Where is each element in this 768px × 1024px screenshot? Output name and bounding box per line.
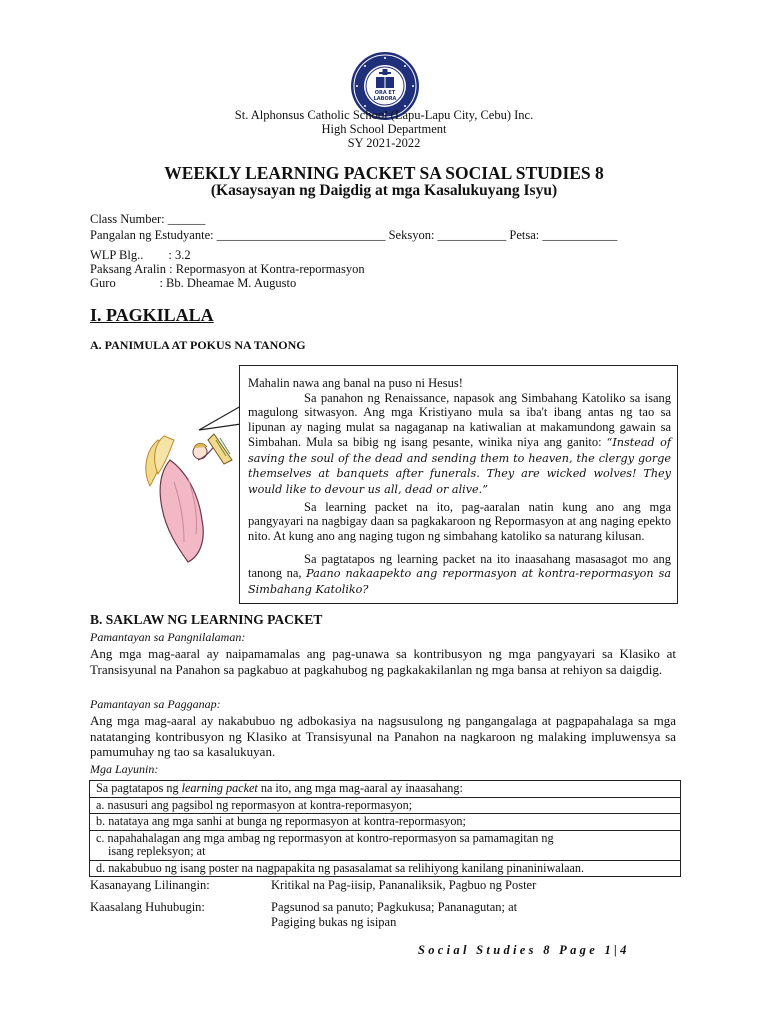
school-year: SY 2021-2022: [347, 136, 421, 150]
content-standard-label: Pamantayan sa Pangnilalaman:: [90, 630, 246, 644]
table-row: [90, 797, 681, 814]
bubble-paragraph-1: [248, 391, 671, 498]
bubble-p3-text: Sa pagtatapos ng learning packet na ito inaasahang masasagot mo ang tanong na,: [248, 551, 671, 581]
page-title: WEEKLY LEARNING PACKET SA SOCIAL STUDIES 8: [164, 163, 604, 183]
page-footer: Social Studies 8 Page 1|4: [418, 943, 630, 957]
objective-a: a. nasusuri ang pagsibol ng repormasyon at kontra-repormasyon;: [90, 797, 681, 814]
performance-standard-text: Ang mga mag-aaral ay nakabubuo ng adbokasiya na nagsusulong ng pangangalaga at pagpapahalaga sa mga natatanging kontribusyon ng Klasiko at Transisyunal na Panahon na nagkaroon ng malaking impluwensya sa pamumuhay ng tao sa kasalukuyan.: [90, 713, 676, 759]
bubble-greeting: Mahalin nawa ang banal na puso ni Hesus!: [248, 376, 463, 390]
intro-text-b: na ito, ang mga mag-aaral ay inaasahang:: [257, 781, 463, 795]
intro-text-a: Sa pagtatapos ng: [96, 781, 182, 795]
topic-line: Paksang Aralin : Repormasyon at Kontra-repormasyon: [90, 262, 365, 276]
content-standard-text: Ang mga mag-aaral ay naipamamalas ang pag-unawa sa kontribusyon ng mga pangyayari sa Klasiko at Transisyunal na Panahon sa pagkabuo at pagkahubog ng pagkakakilanlan ng mga bansa at rehiyon sa daigdig.: [90, 646, 676, 677]
angel-illustration: [140, 430, 246, 564]
peasant-quote: “Instead of saving the soul of the dead and sending them to heaven, the clergy gorge themselves at banquets after funerals. They are wicked wolves! They would like to devour us all, dead or alive.”: [248, 435, 672, 496]
school-name: St. Alphonsus Catholic School (Lapu-Lapu City, Cebu) Inc.: [234, 108, 534, 122]
bubble-p1-text: Sa panahon ng Renaissance, napasok ang Simbahang Katoliko sa isang magulong sitwasyon. Ang mga Kristiyano mula sa iba't ibang antas ng tao sa lipunan ay naging mulat sa nagaganap na katiwalian at makamundong gawain sa Simbahan. Mula sa bibig ng isang pesante, winika niya ang ganito:: [248, 390, 671, 449]
table-row: [90, 781, 681, 798]
intro-text-em: learning packet: [181, 781, 258, 795]
teacher-line: Guro : Bb. Dheamae M. Augusto: [90, 276, 297, 290]
wlp-number: WLP Blg.. : 3.2: [90, 248, 191, 262]
values-value-line-1: Pagsunod sa panuto; Pagkukusa; Pananagutan; at: [271, 900, 518, 914]
department: High School Department: [321, 122, 447, 136]
objective-b: b. natataya ang mga sanhi at bunga ng repormasyon at kontra-repormasyon;: [90, 814, 681, 831]
objective-c-text: c. napahahalagan ang mga ambag ng repormasyon at kontro-repormasyon sa pamamagitan ng isang repleksyon; at: [96, 830, 554, 858]
objectives-intro: [90, 781, 681, 798]
student-info-line: Pangalan ng Estudyante: ___________________________ Seksyon: ___________ Petsa: ____________: [90, 228, 618, 242]
performance-standard-label: Pamantayan sa Pagganap:: [90, 697, 221, 711]
values-label: Kaasalang Huhubugin:: [90, 900, 205, 914]
bubble-paragraph-2: Sa learning packet na ito, pag-aaralan natin kung ano ang mga pangyayari na nagbigay daan sa pagkakaroon ng Repormasyon at ang naging epekto nito. At kung ano ang naging tugon ng simbahang katoliko sa naturang kilusan.: [248, 499, 671, 544]
speech-bubble-tail: [195, 400, 245, 440]
focus-question: Paano nakaapekto ang repormasyon at kontra-repormasyon sa Simbahang Katoliko?: [248, 567, 671, 597]
class-number-field: Class Number: ______: [90, 212, 206, 226]
subsection-heading-panimula: A. PANIMULA AT POKUS NA TANONG: [90, 338, 306, 352]
table-row: [90, 830, 681, 860]
objectives-table: [89, 780, 681, 877]
intro-speech-bubble: [239, 365, 678, 604]
objective-d: d. nakabubuo ng isang poster na nagpapakita ng pasasalamat sa relihiyong kanilang pinaniniwalaan.: [90, 860, 681, 877]
table-row: [90, 814, 681, 831]
skills-value: Kritikal na Pag-iisip, Pananaliksik, Pagbuo ng Poster: [271, 878, 537, 892]
objectives-label: Mga Layunin:: [90, 762, 159, 776]
page-subtitle: (Kasaysayan ng Daigdig at mga Kasalukuyang Isyu): [210, 182, 558, 199]
table-row: [90, 860, 681, 877]
logo-motto: ORA ET LABORA: [373, 90, 397, 102]
skills-label: Kasanayang Lilinangin:: [90, 878, 210, 892]
section-heading-saklaw: B. SAKLAW NG LEARNING PACKET: [90, 612, 323, 627]
bubble-paragraph-3: [248, 552, 671, 598]
values-value-line-2: Pagiging bukas ng isipan: [271, 915, 397, 929]
section-heading-pagkilala: I. PAGKILALA: [90, 305, 214, 325]
objective-c: [90, 830, 681, 860]
